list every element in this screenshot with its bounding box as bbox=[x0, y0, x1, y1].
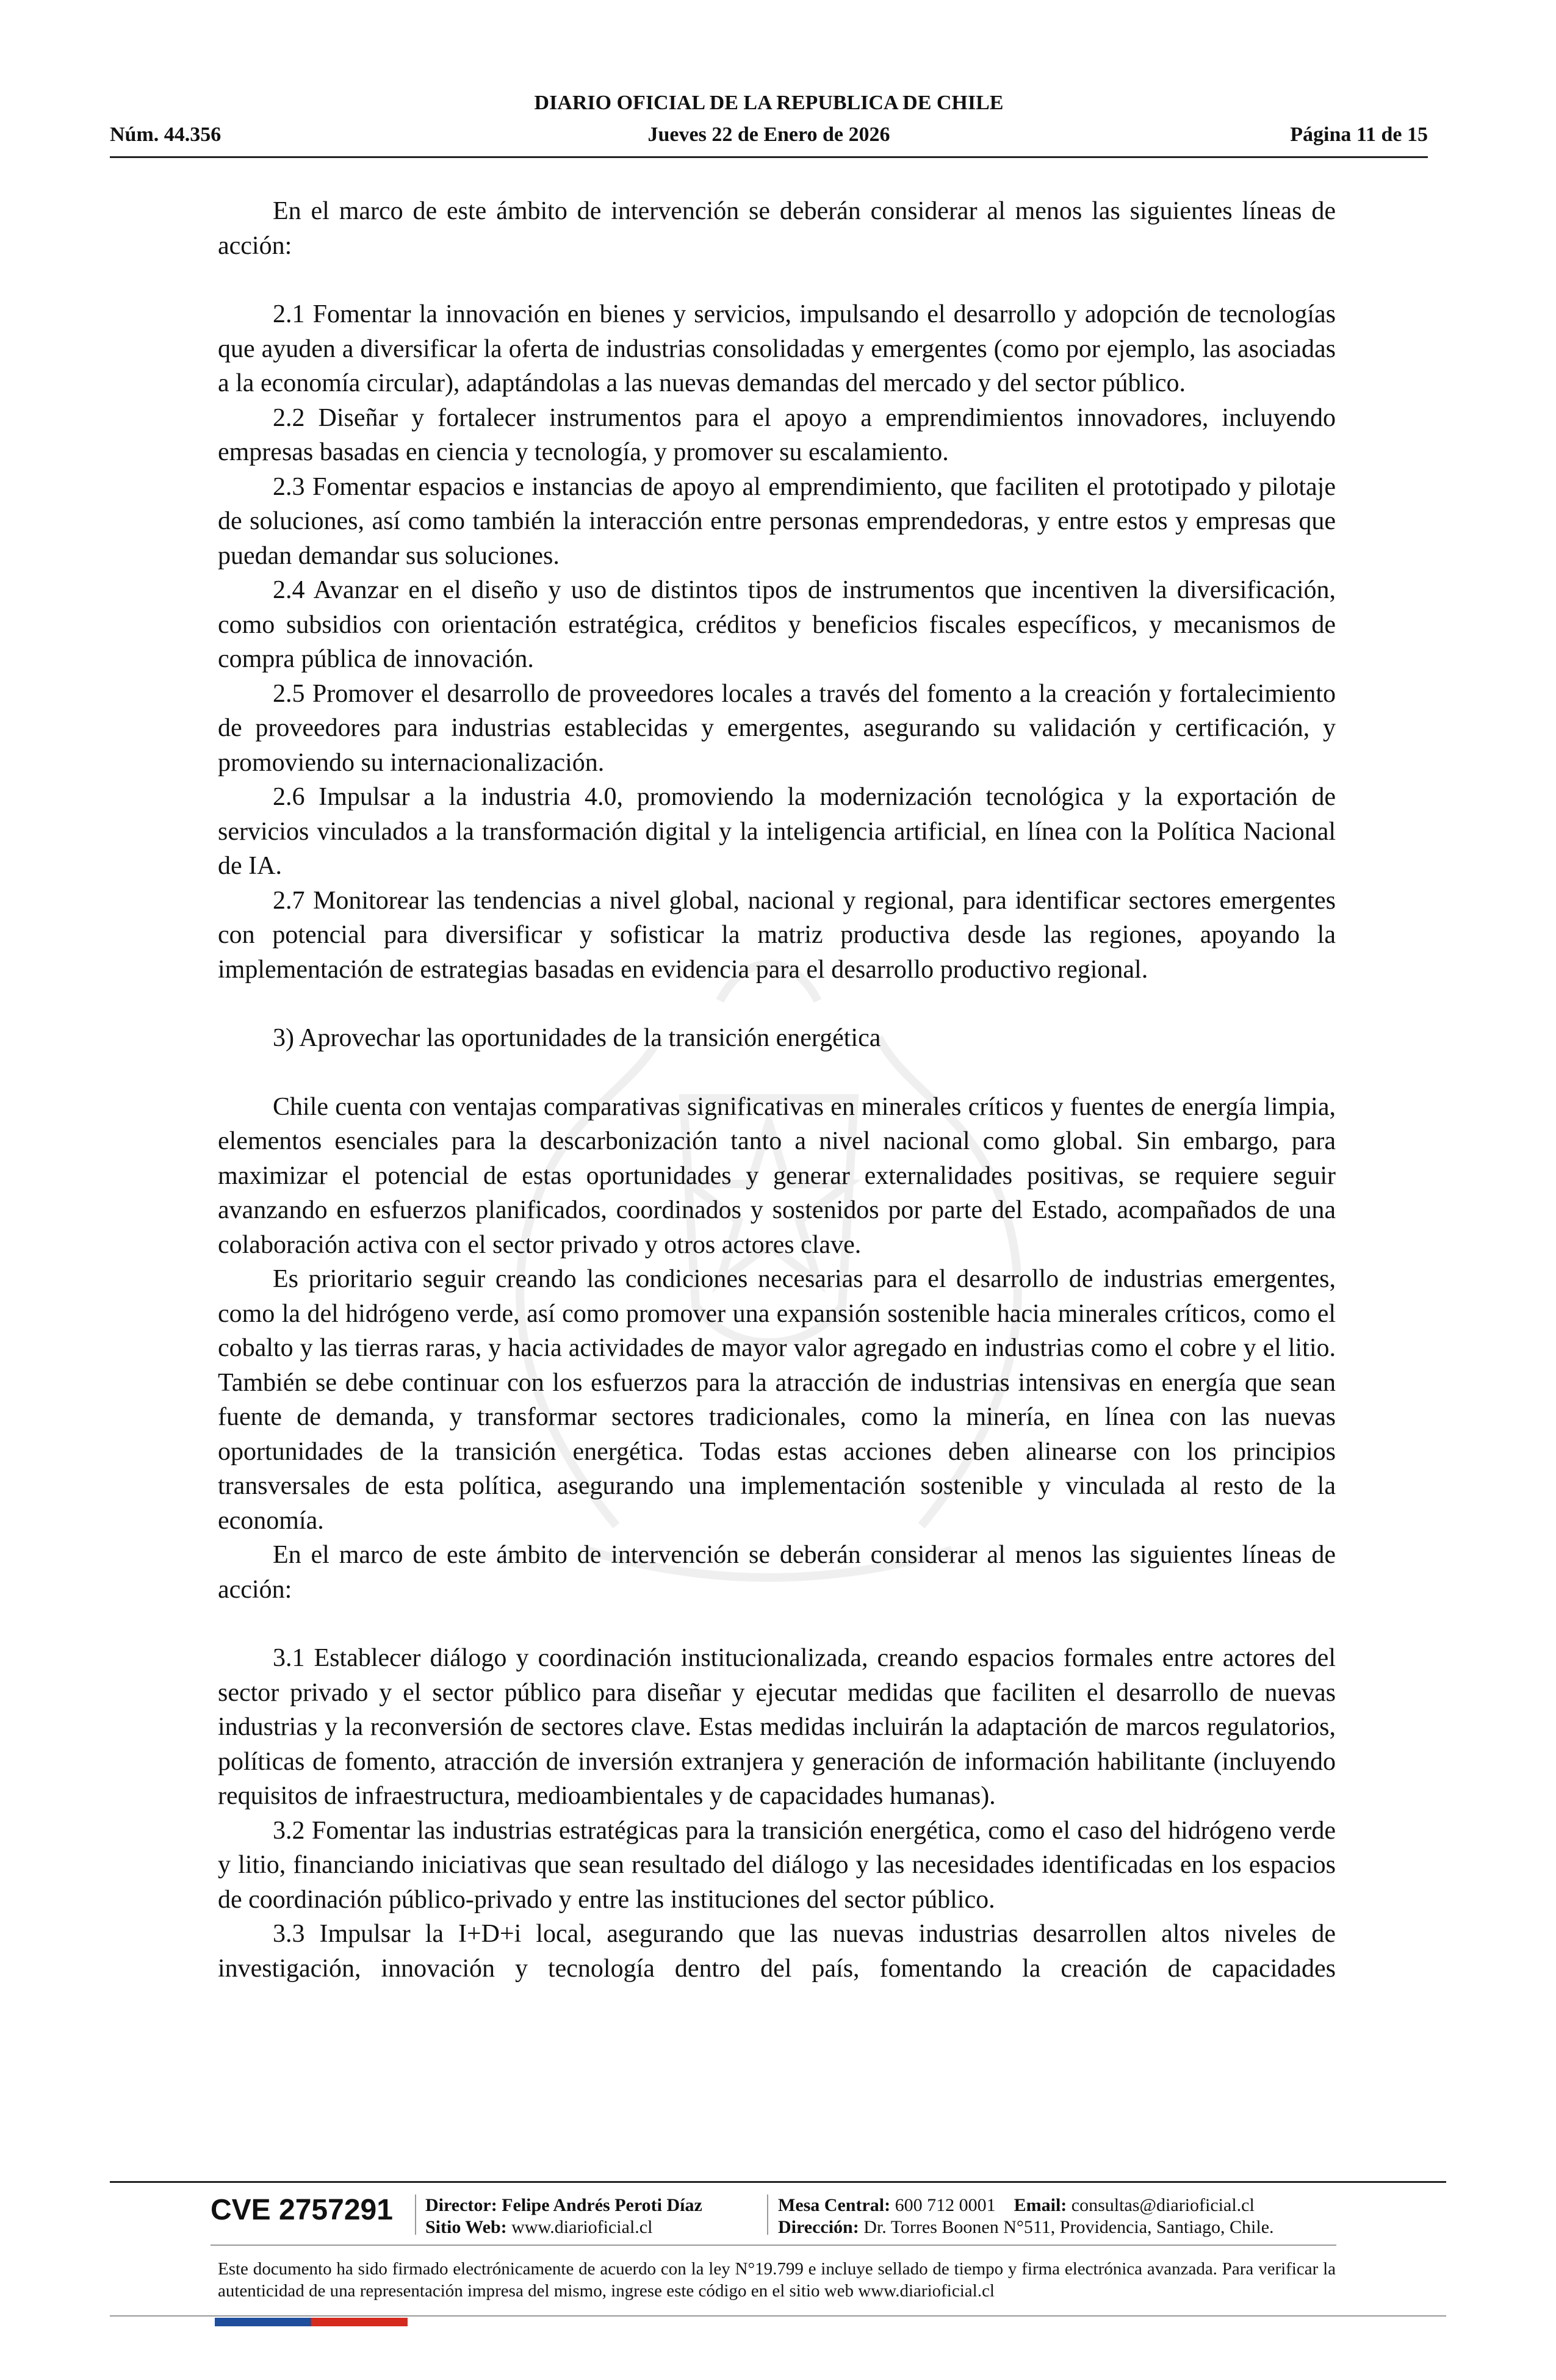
list-item: 2.3 Fomentar espacios e instancias de apoyo al emprendimiento, que faciliten el prototipado y pilotaje de soluciones, así como también la interacción entre personas emprendedoras, y entre estos y empresas que puedan demandar sus soluciones. bbox=[218, 472, 1336, 570]
list-item: 2.2 Diseñar y fortalecer instrumentos para el apoyo a emprendimientos innovadores, incluyendo empresas basadas en ciencia y tecnología, y promover su escalamiento. bbox=[218, 403, 1336, 466]
newspaper-title: DIARIO OFICIAL DE LA REPUBLICA DE CHILE bbox=[534, 92, 1004, 114]
page-header bbox=[110, 92, 1428, 159]
footer-separator bbox=[767, 2194, 768, 2235]
footer-divider bbox=[110, 2315, 1446, 2317]
legal-notice: Este documento ha sido firmado electrónicamente de acuerdo con la ley N°19.799 e incluye sellado de tiempo y firma electrónica avanzada. Para verificar la autenticidad de una representación impresa del mismo, ingrese este código en el sitio web www.diarioficial.cl bbox=[218, 2259, 1336, 2301]
flag-red-segment bbox=[311, 2318, 408, 2326]
phone-value: 600 712 0001 bbox=[895, 2195, 996, 2215]
footer-director-block bbox=[425, 2194, 702, 2238]
address-label: Dirección: bbox=[778, 2217, 859, 2237]
director-name: Felipe Andrés Peroti Díaz bbox=[502, 2195, 702, 2215]
phone-label: Mesa Central: bbox=[778, 2195, 891, 2215]
list-item: 2.5 Promover el desarrollo de proveedores locales a través del fomento a la creación y fortalecimiento de proveedores para industrias establecidas y emergentes, asegurando su validación y certificación, y promoviendo su internacionalización. bbox=[218, 679, 1336, 777]
header-divider bbox=[110, 156, 1428, 158]
footer-divider bbox=[211, 2245, 1336, 2246]
footer-separator bbox=[415, 2194, 416, 2235]
list-item: 2.6 Impulsar a la industria 4.0, promoviendo la modernización tecnológica y la exportación de servicios vinculados a la transformación digital y la inteligencia artificial, en línea con la Política Nacional de IA. bbox=[218, 783, 1336, 880]
body-paragraph: En el marco de este ámbito de intervención se deberán considerar al menos las siguientes líneas de acción: bbox=[218, 1541, 1336, 1604]
address-value: Dr. Torres Boonen N°511, Providencia, Santiago, Chile. bbox=[863, 2217, 1274, 2237]
director-label: Director: bbox=[425, 2195, 497, 2215]
web-link[interactable]: www.diarioficial.cl bbox=[511, 2217, 653, 2237]
list-item: 3.1 Establecer diálogo y coordinación institucionalizada, creando espacios formales entre actores del sector privado y el sector público para diseñar y ejecutar medidas que faciliten el desarrollo de nuevas industrias y la reconversión de sectores clave. Estas medidas incluirán la adaptación de marcos regulatorios, políticas de fomento, atracción de inversión extranjera y generación de información habilitante (incluyendo requisitos de infraestructura, medioambientales y de capacidades humanas). bbox=[218, 1644, 1336, 1810]
web-label: Sitio Web: bbox=[425, 2217, 507, 2237]
body-paragraph: Es prioritario seguir creando las condiciones necesarias para el desarrollo de industrias emergentes, como la del hidrógeno verde, así como promover una expansión sostenible hacia minerales críticos, como el cobalto y las tierras raras, y hacia actividades de mayor valor agregado en industrias como el cobre y el litio. También se debe continuar con los esfuerzos para la atracción de industrias intensivas en energía que sean fuente de demanda, y transformar sectores tradicionales, como la minería, en línea con las nuevas oportunidades de la transición energética. Todas estas acciones deben alinearse con los principios transversales de esta política, asegurando una implementación sostenible y vinculada al resto de la economía. bbox=[218, 1265, 1336, 1535]
list-item: 2.7 Monitorear las tendencias a nivel global, nacional y regional, para identificar sectores emergentes con potencial para diversificar y sofisticar la matriz productiva desde las regiones, apoyando la implementación de estrategias basadas en evidencia para el desarrollo productivo regional. bbox=[218, 886, 1336, 984]
list-item: 3.2 Fomentar las industrias estratégicas para la transición energética, como el caso del hidrógeno verde y litio, financiando iniciativas que sean resultado del diálogo y las necesidades identificadas en los espacios de coordinación público-privado y entre las instituciones del sector público. bbox=[218, 1816, 1336, 1914]
email-label: Email: bbox=[1014, 2195, 1067, 2215]
email-link[interactable]: consultas@diarioficial.cl bbox=[1071, 2195, 1255, 2215]
document-body bbox=[218, 194, 1336, 1986]
flag-blue-segment bbox=[215, 2318, 311, 2326]
page-indicator: Página 11 de 15 bbox=[1290, 123, 1428, 146]
cve-code: CVE 2757291 bbox=[211, 2194, 393, 2226]
section-heading: 3) Aprovechar las oportunidades de la transición energética bbox=[273, 1024, 881, 1052]
issue-number: Núm. 44.356 bbox=[110, 123, 222, 146]
flag-stripe bbox=[215, 2318, 408, 2326]
list-item: 2.1 Fomentar la innovación en bienes y servicios, impulsando el desarrollo y adopción de tecnologías que ayuden a diversificar la oferta de industrias consolidadas y emergentes (como por ejemplo, las asociadas a la economía circular), adaptándolas a las nuevas demandas del mercado y del sector público. bbox=[218, 300, 1336, 397]
issue-date: Jueves 22 de Enero de 2026 bbox=[647, 123, 890, 146]
body-paragraph: Chile cuenta con ventajas comparativas significativas en minerales críticos y fuentes de energía limpia, elementos esenciales para la descarbonización tanto a nivel nacional como global. Sin embargo, para maximizar el potencial de estas oportunidades y generar externalidades positivas, se requiere seguir avanzando en esfuerzos planificados, coordinados y sostenidos por parte del Estado, acompañados de una colaboración activa con el sector privado y otros actores clave. bbox=[218, 1092, 1336, 1259]
list-item: 2.4 Avanzar en el diseño y uso de distintos tipos de instrumentos que incentiven la diversificación, como subsidios con orientación estratégica, créditos y beneficios fiscales específicos, y mecanismos de compra pública de innovación. bbox=[218, 576, 1336, 673]
list-item: 3.3 Impulsar la I+D+i local, asegurando que las nuevas industrias desarrollen altos niveles de investigación, innovación y tecnología dentro del país, fomentando la creación de capacidades bbox=[218, 1920, 1336, 1983]
footer-divider bbox=[110, 2181, 1446, 2183]
intro-paragraph: En el marco de este ámbito de intervención se deberán considerar al menos las siguientes líneas de acción: bbox=[218, 197, 1336, 260]
footer-contact-block bbox=[778, 2194, 1274, 2238]
